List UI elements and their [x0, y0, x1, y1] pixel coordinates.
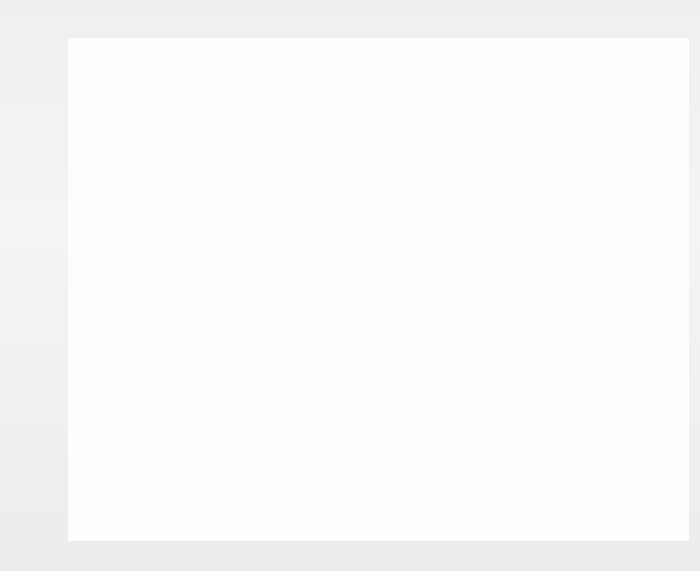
journal-table — [68, 38, 689, 541]
